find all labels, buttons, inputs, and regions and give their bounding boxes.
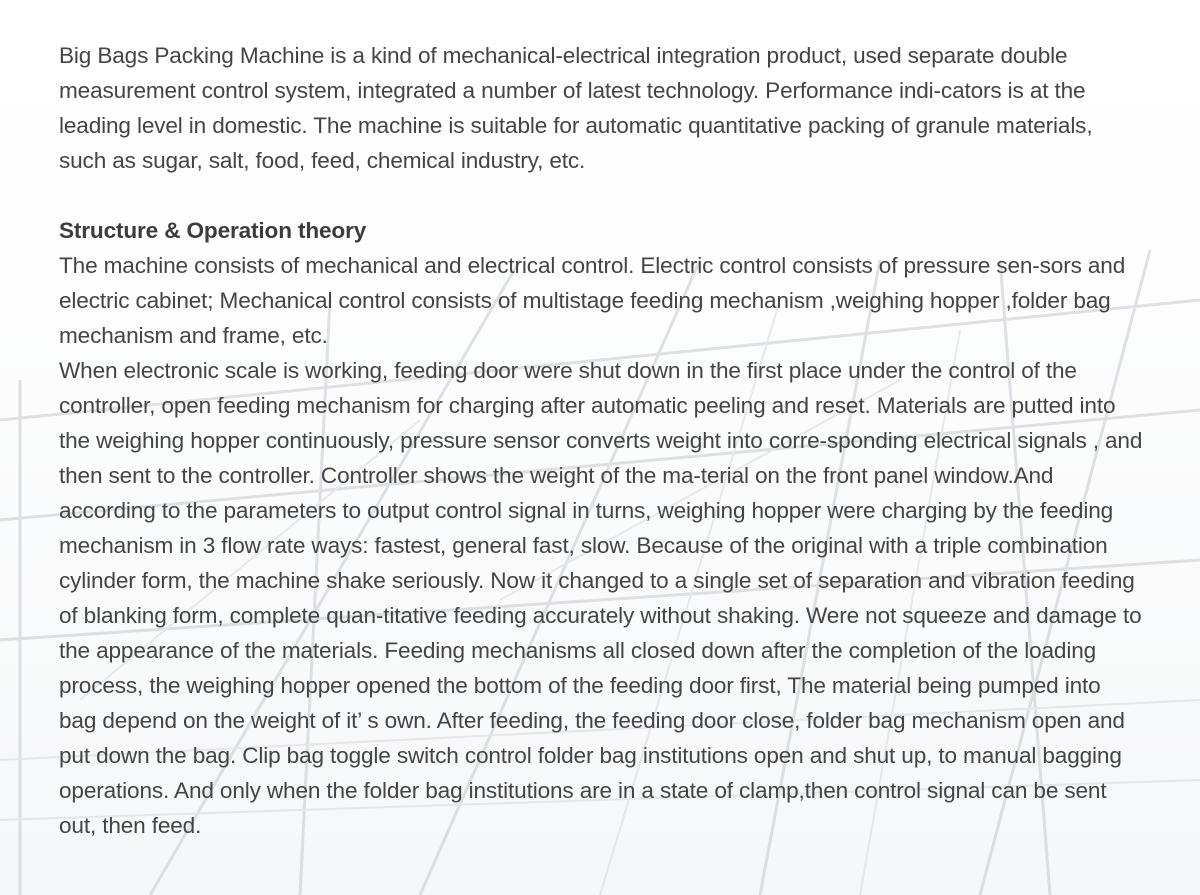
- intro-paragraph: Big Bags Packing Machine is a kind of mechanical-electrical integration product, used separate double measurement control system, integrated a number of latest technology. Performance indi-cators is at the leading level in domestic. The machine is suitable for automatic quantitative packing of granule materials, such as sugar, salt, food, feed, chemical industry, etc.: [59, 43, 1093, 173]
- section-heading: Structure & Operation theory: [59, 218, 367, 243]
- structure-paragraph: The machine consists of mechanical and electrical control. Electric control consists of pressure sen-sors and electric cabinet; Mechanical control consists of multistage feeding mechanism ,weighing hopper ,folder bag mechanism and frame, etc.: [59, 253, 1126, 348]
- operation-paragraph: When electronic scale is working, feeding door were shut down in the first place under the control of the controller, open feeding mechanism for charging after automatic peeling and reset. Materials are putted into the weighing hopper continuously, pressure sensor converts weight into corre-sponding electrical signals , and then sent to the controller. Controller shows the weight of the ma-terial on the front panel window.And according to the parameters to output control signal in turns, weighing hopper were charging by the feeding mechanism in 3 flow rate ways: fastest, general fast, slow. Because of the original with a triple combination cylinder form, the machine shake seriously. Now it changed to a single set of separation and vibration feeding of blanking form, complete quan-titative feeding accurately without shaking. Were not squeeze and damage to the appearance of the materials. Feeding mechanisms all closed down after the completion of the loading process, the weighing hopper opened the bottom of the feeding door first, The material being pumped into bag depend on the weight of it’ s own. After feeding, the feeding door close, folder bag mechanism open and put down the bag. Clip bag toggle switch control folder bag institutions open and shut up, to manual bagging operations. And only when the folder bag institutions are in a state of clamp,then control signal can be sent out, then feed.: [59, 358, 1143, 838]
- document-body: [59, 38, 1143, 843]
